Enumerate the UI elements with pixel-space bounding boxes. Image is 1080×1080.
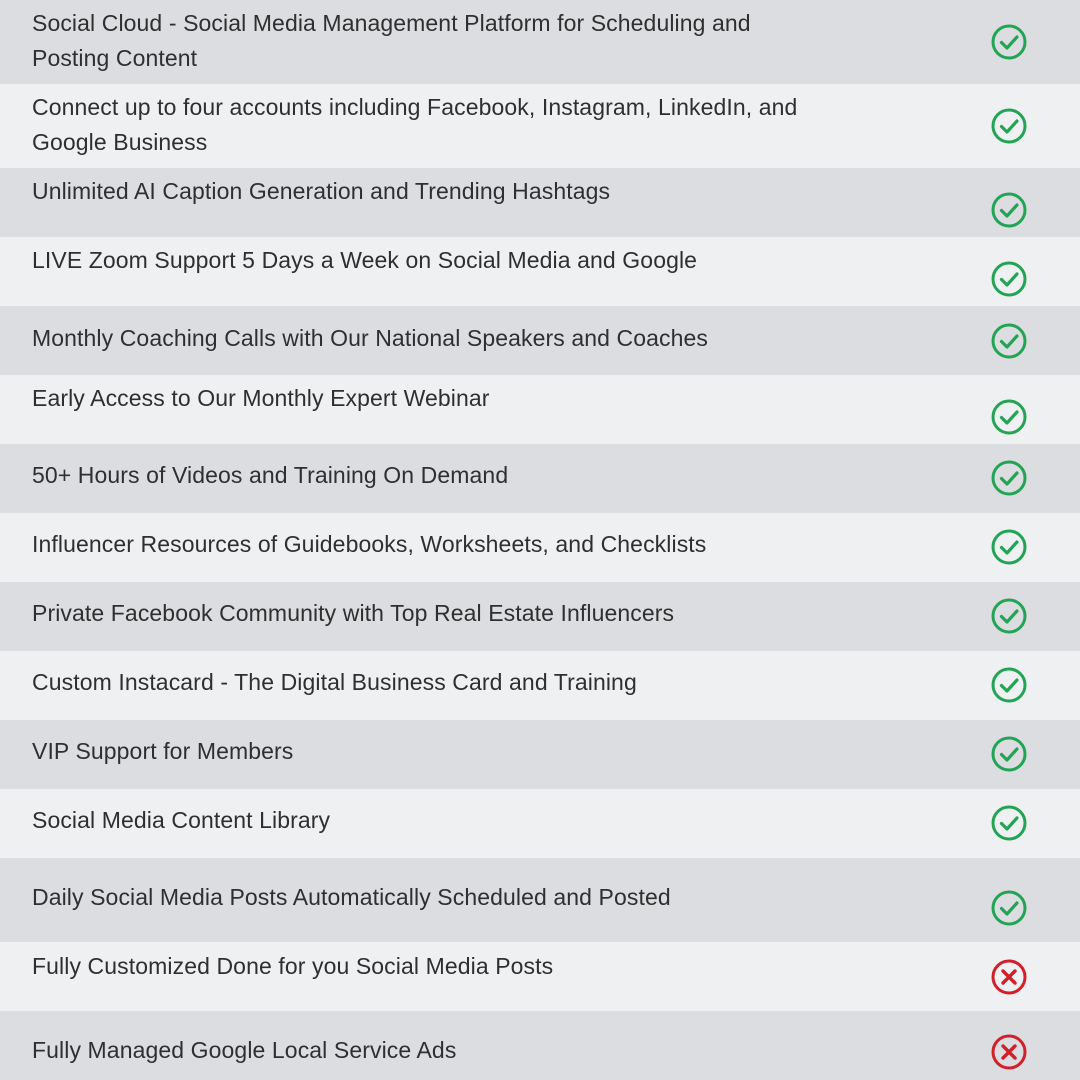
feature-row [0, 720, 1080, 789]
check-circle-icon [990, 191, 1028, 229]
check-circle-icon [990, 666, 1028, 704]
x-circle-icon [990, 958, 1028, 996]
check-circle-icon [990, 398, 1028, 436]
feature-row [0, 582, 1080, 651]
feature-row [0, 0, 1080, 84]
check-circle-icon [990, 889, 1028, 927]
feature-row [0, 84, 1080, 168]
feature-row [0, 375, 1080, 444]
feature-label: Private Facebook Community with Top Real Estate Influencers [32, 600, 675, 626]
feature-label: Early Access to Our Monthly Expert Webinar [32, 385, 490, 411]
check-circle-icon [990, 804, 1028, 842]
feature-row [0, 306, 1080, 375]
feature-row [0, 858, 1080, 942]
feature-label: VIP Support for Members [32, 738, 294, 764]
feature-label: Fully Customized Done for you Social Media Posts [32, 953, 554, 979]
feature-row [0, 168, 1080, 237]
check-circle-icon [990, 260, 1028, 298]
check-circle-icon [990, 23, 1028, 61]
feature-label: Connect up to four accounts including Facebook, Instagram, LinkedIn, and Google Business [32, 94, 798, 155]
feature-row [0, 444, 1080, 513]
feature-label: Custom Instacard - The Digital Business Card and Training [32, 669, 637, 695]
feature-label: Fully Managed Google Local Service Ads [32, 1037, 457, 1063]
check-circle-icon [990, 528, 1028, 566]
feature-label: LIVE Zoom Support 5 Days a Week on Social Media and Google [32, 247, 698, 273]
feature-label: 50+ Hours of Videos and Training On Demand [32, 462, 509, 488]
feature-row [0, 1011, 1080, 1080]
feature-label: Unlimited AI Caption Generation and Trending Hashtags [32, 178, 611, 204]
feature-row [0, 513, 1080, 582]
check-circle-icon [990, 735, 1028, 773]
check-circle-icon [990, 459, 1028, 497]
feature-row [0, 789, 1080, 858]
feature-label: Social Cloud - Social Media Management Platform for Scheduling and Posting Content [32, 10, 751, 71]
feature-label: Monthly Coaching Calls with Our National Speakers and Coaches [32, 325, 708, 351]
x-circle-icon [990, 1033, 1028, 1071]
check-circle-icon [990, 107, 1028, 145]
check-circle-icon [990, 322, 1028, 360]
feature-label: Influencer Resources of Guidebooks, Worksheets, and Checklists [32, 531, 707, 557]
feature-label: Daily Social Media Posts Automatically Scheduled and Posted [32, 884, 671, 910]
feature-label: Social Media Content Library [32, 807, 331, 833]
check-circle-icon [990, 597, 1028, 635]
feature-row [0, 651, 1080, 720]
feature-row [0, 942, 1080, 1011]
feature-row [0, 237, 1080, 306]
